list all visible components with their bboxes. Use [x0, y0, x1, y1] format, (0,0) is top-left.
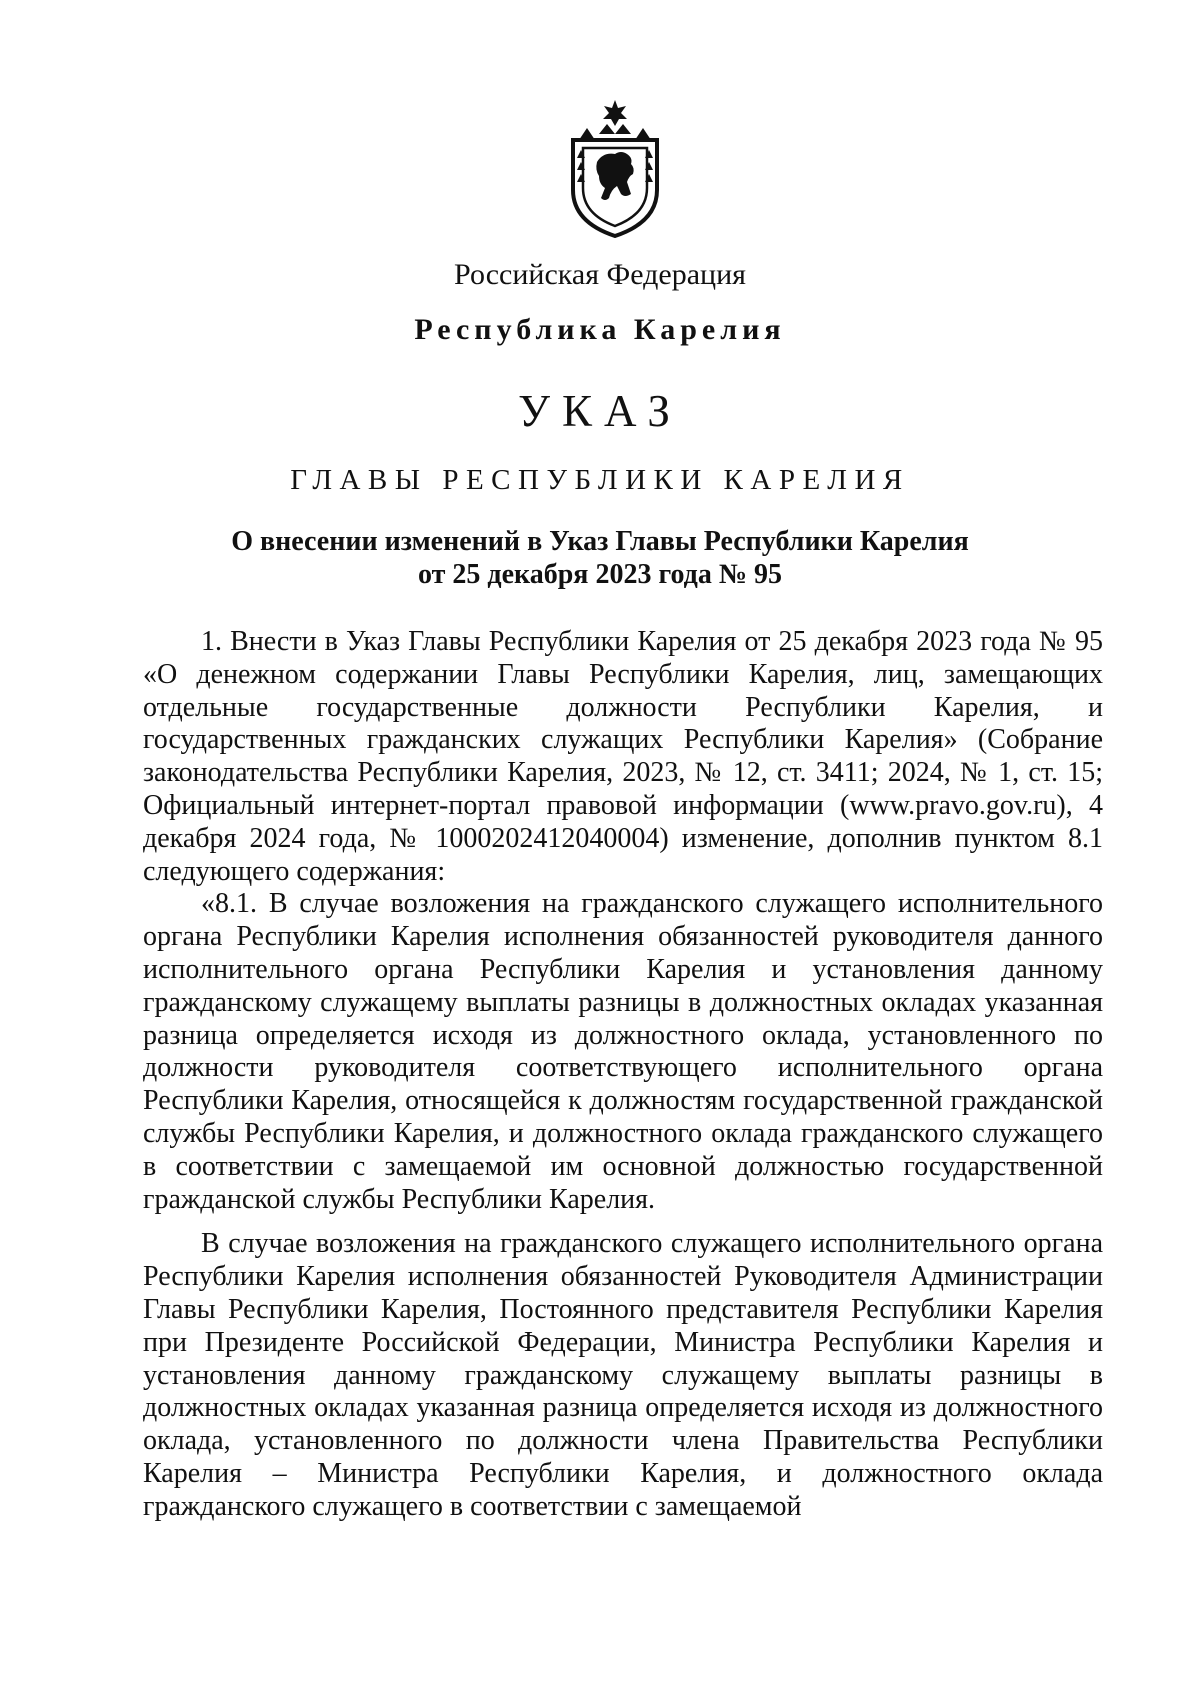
document-type: УКАЗ: [518, 386, 682, 436]
document-title: [0, 525, 1200, 591]
karelia-coat-of-arms-icon: [569, 98, 661, 238]
title-line-2: от 25 декабря 2023 года № 95: [418, 559, 782, 590]
document-body: [143, 626, 1103, 1524]
federation-line: Российская Федерация: [454, 258, 746, 291]
paragraph-1: 1. Внести в Указ Главы Республики Карелия от 25 декабря 2023 года № 95 «О денежном содержании Главы Республики Карелия, лиц, замещающих отдельные государственные должности Республики Карелия, и государственных гражданских служащих Республики Карелия» (Собрание законодательства Республики Карелия, 2023, № 12, ст. 3411; 2024, № 1, ст. 15; Официальный интернет-портал правовой информации (www.pravo.gov.ru), 4 декабря 2024 года, № 1000202412040004) изменение, дополнив пунктом 8.1 следующего содержания:: [143, 626, 1103, 887]
title-line-1: О внесении изменений в Указ Главы Республики Карелия: [231, 526, 969, 557]
paragraph-2: «8.1. В случае возложения на гражданского служащего исполнительного органа Республики Карелия исполнения обязанностей руководителя данного исполнительного органа Республики Карелия и установления данному гражданскому служащему выплаты разницы в должностных окладах указанная разница определяется исходя из должностного оклада, установленного по должности руководителя соответствующего исполнительного органа Республики Карелия, относящейся к должностям государственной гражданской службы Республики Карелия, и должностного оклада гражданского служащего в соответствии с замещаемой им основной должностью государственной гражданской службы Республики Карелия.: [143, 888, 1103, 1215]
issuer-line: ГЛАВЫ РЕСПУБЛИКИ КАРЕЛИЯ: [290, 464, 910, 496]
paragraph-3: В случае возложения на гражданского служащего исполнительного органа Республики Карелия исполнения обязанностей Руководителя Администрации Главы Республики Карелия, Постоянного представителя Республики Карелия при Президенте Российской Федерации, Министра Республики Карелия и установления данному гражданскому служащему выплаты разницы в должностных окладах указанная разница определяется исходя из должностного оклада, установленного по должности члена Правительства Республики Карелия – Министра Республики Карелия, и должностного оклада гражданского служащего в соответствии с замещаемой: [143, 1228, 1103, 1522]
republic-line: Республика Карелия: [414, 313, 786, 346]
